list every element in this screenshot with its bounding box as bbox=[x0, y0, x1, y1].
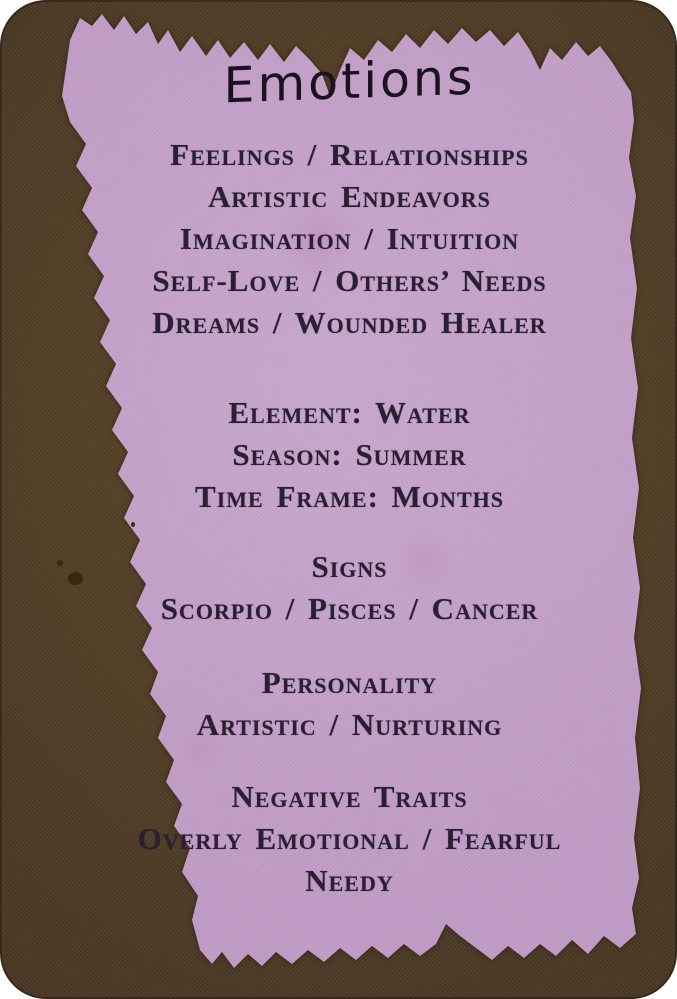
card-content bbox=[30, 0, 669, 902]
card-section-correspondences bbox=[30, 392, 669, 518]
card-sections bbox=[30, 134, 669, 902]
text-line: Signs bbox=[311, 549, 388, 584]
text-line: Negative Traits bbox=[231, 779, 468, 814]
text-line: Dreams / Wounded Healer bbox=[152, 305, 547, 340]
text-line: Personality bbox=[261, 665, 438, 700]
text-line: Season: Summer bbox=[232, 437, 467, 472]
card-section-personality bbox=[30, 662, 669, 746]
text-line: Scorpio / Pisces / Cancer bbox=[160, 591, 539, 626]
text-line: Artistic / Nurturing bbox=[196, 707, 503, 742]
text-line: Feelings / Relationships bbox=[170, 137, 529, 172]
card-section-signs bbox=[30, 546, 669, 630]
text-line: Element: Water bbox=[228, 395, 471, 430]
text-line: Overly Emotional / Fearful bbox=[137, 821, 562, 856]
text-line: Needy bbox=[305, 863, 394, 898]
text-line: Self-Love / Others’ Needs bbox=[152, 263, 547, 298]
card-section-negative-traits bbox=[30, 776, 669, 902]
text-line: Imagination / Intuition bbox=[179, 221, 520, 256]
text-line: Artistic Endeavors bbox=[208, 179, 491, 214]
text-line: Time Frame: Months bbox=[195, 479, 504, 514]
card-section-keywords bbox=[30, 134, 669, 344]
card-title: Emotions bbox=[223, 48, 476, 115]
